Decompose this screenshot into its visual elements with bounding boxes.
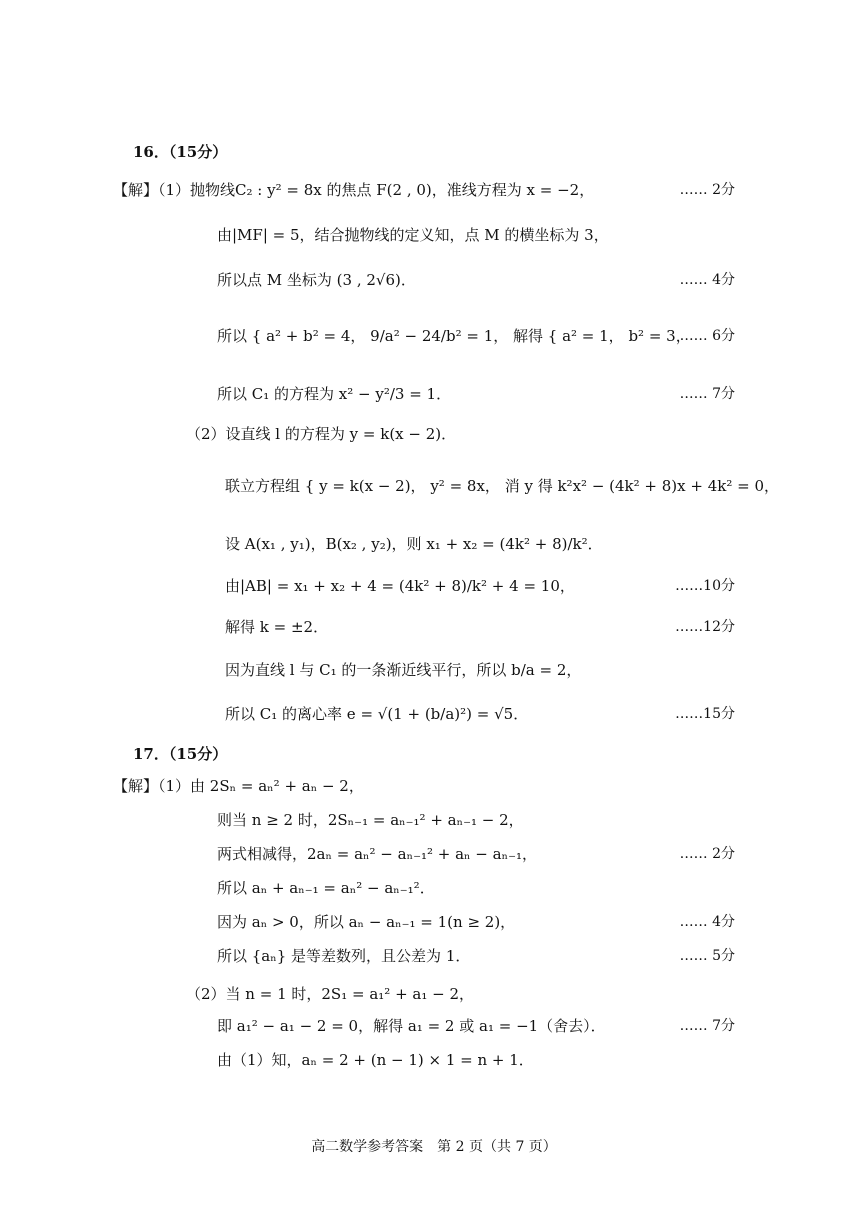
q16-line-6: （2）设直线 l 的方程为 y = k(x − 2)． xyxy=(186,425,457,443)
q16-header: 16．（15分） xyxy=(133,143,228,161)
page-footer: 高二数学参考答案 第 2 页（共 7 页） xyxy=(311,1139,557,1155)
q17-line-8: 即 a₁² − a₁ − 2 = 0，解得 a₁ = 2 或 a₁ = −1（舍去）． xyxy=(217,1017,606,1035)
q16-line-9: 由|AB| = x₁ + x₂ + 4 = (4k² + 8)/k² + 4 = 10， xyxy=(225,577,575,595)
q17-line-4: 所以 aₙ + aₙ₋₁ = aₙ² − aₙ₋₁²． xyxy=(217,879,435,897)
q16-line-10: 解得 k = ±2． xyxy=(225,618,329,636)
q16-score-5: ……10分 xyxy=(675,578,735,594)
q16-line-12: 所以 C₁ 的离心率 e = √(1 + (b/a)²) = √5． xyxy=(225,705,529,723)
q16-score-4: …… 7分 xyxy=(679,386,735,402)
q17-line-1: 【解】（1）由 2Sₙ = aₙ² + aₙ − 2， xyxy=(113,777,364,795)
q16-score-3: …… 6分 xyxy=(679,328,735,344)
q17-header: 17．（15分） xyxy=(133,745,228,763)
q16-score-7: ……15分 xyxy=(675,706,735,722)
q17-line-3: 两式相减得，2aₙ = aₙ² − aₙ₋₁² + aₙ − aₙ₋₁， xyxy=(217,845,538,863)
q17-score-2: …… 4分 xyxy=(679,914,735,930)
q17-line-9: 由（1）知，aₙ = 2 + (n − 1) × 1 = n + 1． xyxy=(217,1051,534,1069)
q17-line-6: 所以 {aₙ} 是等差数列，且公差为 1． xyxy=(217,947,471,965)
q16-score-2: …… 4分 xyxy=(679,272,735,288)
q17-score-1: …… 2分 xyxy=(679,846,735,862)
q16-line-11: 因为直线 l 与 C₁ 的一条渐近线平行，所以 b/a = 2， xyxy=(225,661,582,679)
q16-line-7: 联立方程组 { y = k(x − 2)， y² = 8x， 消 y 得 k²x² − (4k² + 8)x + 4k² = 0， xyxy=(225,477,780,495)
q17-line-5: 因为 aₙ > 0，所以 aₙ − aₙ₋₁ = 1(n ≥ 2)， xyxy=(217,913,516,931)
q16-score-6: ……12分 xyxy=(675,619,735,635)
q17-line-7: （2）当 n = 1 时，2S₁ = a₁² + a₁ − 2， xyxy=(186,985,475,1003)
q16-line-5: 所以 C₁ 的方程为 x² − y²/3 = 1． xyxy=(217,385,452,403)
q16-line-1: 【解】（1）抛物线C₂ : y² = 8x 的焦点 F(2 , 0)，准线方程为 x = −2， xyxy=(113,181,595,199)
q17-line-2: 则当 n ≥ 2 时，2Sₙ₋₁ = aₙ₋₁² + aₙ₋₁ − 2， xyxy=(217,811,524,829)
q16-line-2: 由|MF| = 5，结合抛物线的定义知，点 M 的横坐标为 3， xyxy=(217,226,609,244)
q16-line-4: 所以 { a² + b² = 4， 9/a² − 24/b² = 1， 解得 { a² = 1， b² = 3， xyxy=(217,327,691,345)
q17-score-3: …… 5分 xyxy=(679,948,735,964)
q16-line-3: 所以点 M 坐标为 (3 , 2√6)． xyxy=(217,271,416,289)
q16-line-8: 设 A(x₁ , y₁)，B(x₂ , y₂)，则 x₁ + x₂ = (4k² + 8)/k²． xyxy=(225,535,603,553)
q17-score-4: …… 7分 xyxy=(679,1018,735,1034)
q16-score-1: …… 2分 xyxy=(679,182,735,198)
